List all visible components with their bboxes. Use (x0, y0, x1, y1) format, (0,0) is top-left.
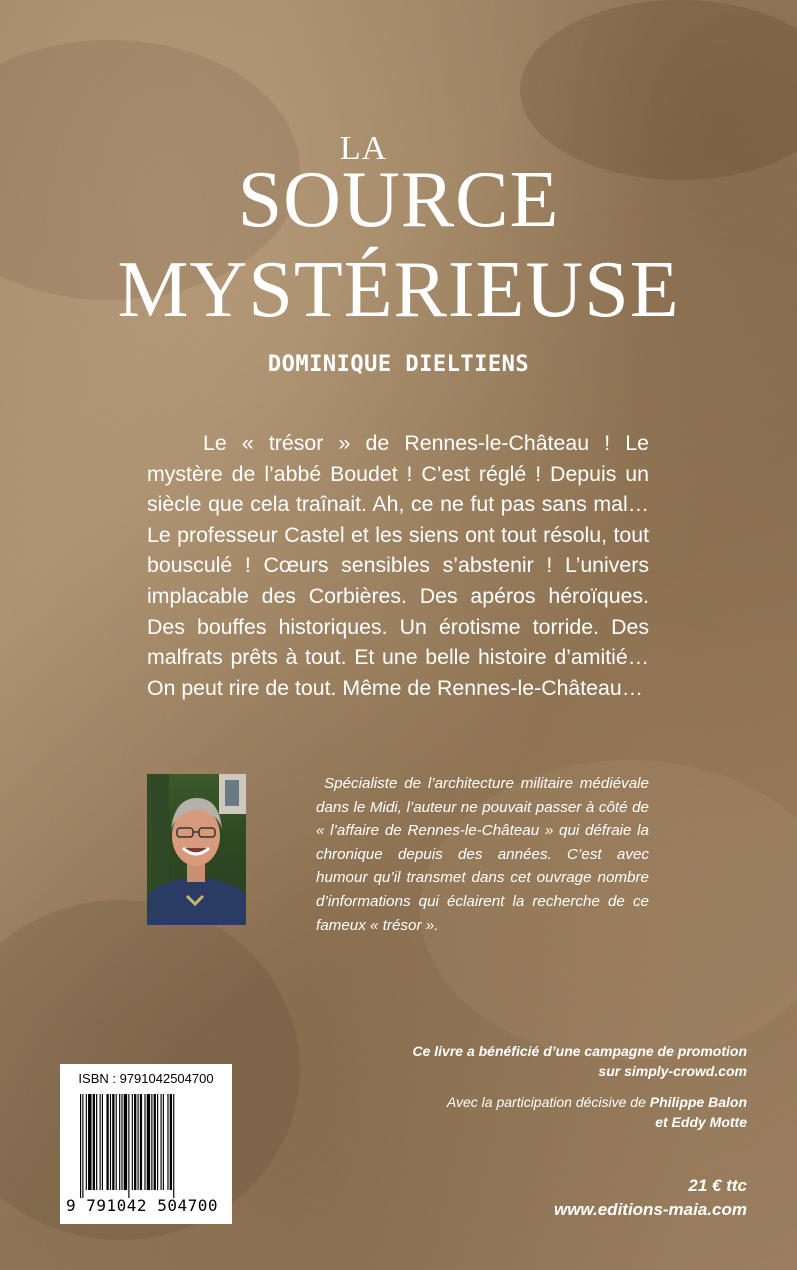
isbn-label: ISBN : 9791042504700 (78, 1071, 214, 1086)
barcode-bar (121, 1094, 122, 1190)
barcode-bar (96, 1094, 97, 1190)
barcode-bar (110, 1094, 111, 1190)
barcode-bar (134, 1094, 136, 1190)
barcode-bar (128, 1094, 129, 1198)
barcode-bar (102, 1094, 103, 1190)
barcode-bar (170, 1094, 172, 1190)
barcode-bar (106, 1094, 108, 1190)
barcode-bar (147, 1094, 150, 1190)
barcode-digits: 9 791042 504700 (66, 1196, 218, 1215)
barcode-bar (112, 1094, 114, 1190)
barcode-bar (116, 1094, 117, 1190)
author-bio: Spécialiste de l’architecture militaire médiévale dans le Midi, l’auteur ne pouvait passer à côté de « l’affaire de Rennes-le-Château » qui défraie la chronique depuis des années. C’est avec humour qu’il transmet dans cet ouvrage nombre d’informations qui éclairent la recherche de ce fameux « trésor ». (316, 775, 649, 934)
barcode (60, 1064, 232, 1224)
barcode-bar (163, 1094, 164, 1190)
barcode-bar (80, 1094, 81, 1198)
barcode-bar (93, 1094, 95, 1190)
promo-note (327, 1041, 747, 1081)
participation-prefix: Avec la participation décisive de (446, 1094, 650, 1110)
publisher-website: www.editions-maia.com (553, 1200, 747, 1219)
barcode-bars (80, 1094, 220, 1198)
title-small: LA (339, 130, 388, 167)
barcode-bar (157, 1094, 158, 1190)
blurb-text: Le « trésor » de Rennes-le-Château ! Le mystère de l’abbé Boudet ! C’est réglé ! Depuis un siècle que cela traînait. Ah, ce ne fut pas sans mal… Le professeur Castel et les siens ont tout résolu, tout bousculé ! Cœurs sensibles s’abstenir ! L’univers implacable des Corbières. Des apéros héroïques. Des bouffes historiques. Un érotisme torride. Des malfrats prêts à tout. Et une belle histoire d’amitié… On peut rire de tout. Même de Rennes-le-Château… (147, 431, 649, 700)
author-photo (147, 774, 246, 925)
barcode-bar (173, 1094, 174, 1198)
barcode-bar (132, 1094, 133, 1190)
author-portrait-icon (147, 774, 246, 925)
author-name: DOMINIQUE DIELTIENS (267, 352, 530, 377)
barcode-bar (144, 1094, 145, 1190)
barcode-bar (100, 1094, 101, 1190)
promo-line-2: sur simply-crowd.com (598, 1063, 747, 1079)
participant-name-2: et Eddy Motte (655, 1114, 747, 1130)
barcode-bar (88, 1094, 91, 1190)
promo-line-1: Ce livre a bénéficié d’une campagne de promotion (412, 1043, 747, 1059)
participant-name-1: Philippe Balon (649, 1094, 747, 1110)
barcode-bar (124, 1094, 127, 1190)
price: 21 € ttc (688, 1176, 747, 1195)
barcode-bar (167, 1094, 168, 1190)
barcode-bar (151, 1094, 152, 1190)
title-line-2: MYSTÉRIEUSE (117, 246, 680, 334)
barcode-bar (82, 1094, 83, 1198)
participation-note (327, 1092, 747, 1132)
barcode-bar (119, 1094, 120, 1190)
title-line-1: SOURCE (237, 156, 560, 244)
barcode-bar (86, 1094, 87, 1190)
barcode-bar (138, 1094, 139, 1190)
barcode-bar (154, 1094, 156, 1190)
barcode-bar (161, 1094, 162, 1190)
barcode-bar (140, 1094, 142, 1190)
